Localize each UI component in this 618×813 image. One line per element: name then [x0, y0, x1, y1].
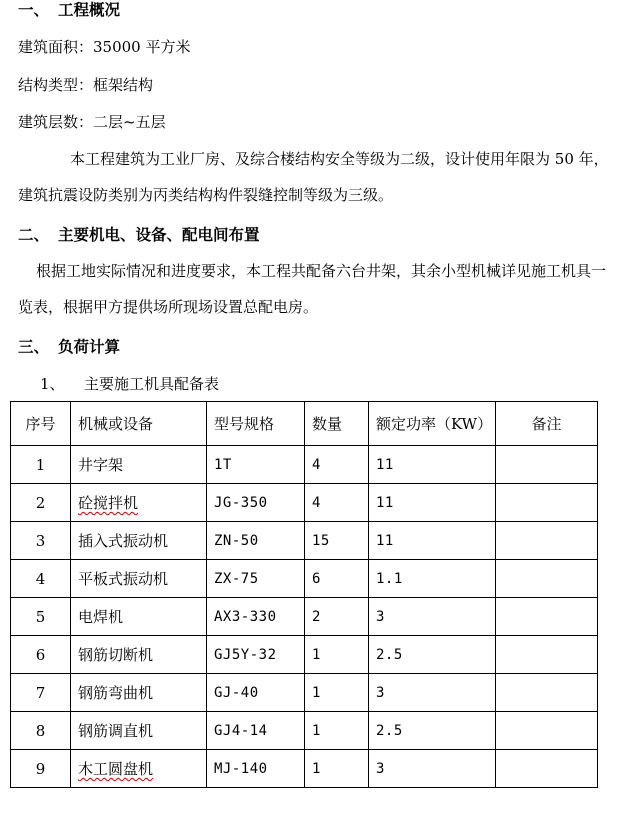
cell-power: 11 [369, 484, 496, 522]
cell-model: AX3-330 [207, 598, 305, 636]
header-equipment: 机械或设备 [71, 402, 207, 446]
cell-quantity: 2 [305, 598, 369, 636]
cell-quantity: 1 [305, 636, 369, 674]
cell-equipment [71, 750, 207, 788]
cell-index: 6 [11, 636, 71, 674]
cell-quantity: 6 [305, 560, 369, 598]
cell-equipment: 钢筋切断机 [71, 636, 207, 674]
cell-equipment-text: 砼搅拌机 [78, 494, 139, 512]
section-1-heading [18, 0, 120, 20]
cell-model: GJ-40 [207, 674, 305, 712]
cell-power: 11 [369, 522, 496, 560]
cell-power: 2.5 [369, 636, 496, 674]
cell-equipment: 电焊机 [71, 598, 207, 636]
cell-power: 11 [369, 446, 496, 484]
cell-equipment: 钢筋调直机 [71, 712, 207, 750]
header-model: 型号规格 [207, 402, 305, 446]
cell-index: 4 [11, 560, 71, 598]
cell-remarks [496, 522, 598, 560]
section-1-title: 工程概况 [58, 1, 121, 19]
cell-equipment [71, 484, 207, 522]
cell-remarks [496, 446, 598, 484]
cell-equipment-text: 木工圆盘机 [78, 760, 154, 778]
cell-model: GJ5Y-32 [207, 636, 305, 674]
cell-model: JG-350 [207, 484, 305, 522]
cell-index: 5 [11, 598, 71, 636]
building-area: 建筑面积：35000 平方米 [18, 38, 191, 56]
cell-equipment: 平板式振动机 [71, 560, 207, 598]
section-2-number: 二、 [18, 226, 50, 244]
cell-power: 1.1 [369, 560, 496, 598]
cell-power: 3 [369, 674, 496, 712]
table-row [11, 750, 598, 788]
cell-power: 3 [369, 750, 496, 788]
cell-remarks [496, 750, 598, 788]
cell-equipment: 插入式振动机 [71, 522, 207, 560]
table-header-row [11, 402, 598, 446]
section-2-heading [18, 225, 260, 245]
cell-index: 3 [11, 522, 71, 560]
header-remarks: 备注 [496, 402, 598, 446]
table-row [11, 636, 598, 674]
equipment-description: 根据工地实际情况和进度要求，本工程共配备六台井架，其余小型机械详见施工机具一览表，根据甲方提供场所现场设置总配电房。 [18, 262, 607, 316]
table-row [11, 560, 598, 598]
subsection-1-title: 主要施工机具配备表 [84, 375, 220, 393]
structure-type: 结构类型：框架结构 [18, 76, 154, 94]
section-3-title: 负荷计算 [58, 338, 121, 356]
cell-remarks [496, 636, 598, 674]
cell-index: 8 [11, 712, 71, 750]
cell-index: 9 [11, 750, 71, 788]
cell-index: 1 [11, 446, 71, 484]
section-3-heading [18, 337, 120, 357]
cell-quantity: 4 [305, 446, 369, 484]
cell-power: 3 [369, 598, 496, 636]
header-quantity: 数量 [305, 402, 369, 446]
cell-remarks [496, 484, 598, 522]
cell-remarks [496, 712, 598, 750]
cell-equipment: 井字架 [71, 446, 207, 484]
cell-quantity: 1 [305, 674, 369, 712]
table-row [11, 522, 598, 560]
table-row [11, 598, 598, 636]
cell-quantity: 1 [305, 750, 369, 788]
cell-model: ZN-50 [207, 522, 305, 560]
cell-quantity: 15 [305, 522, 369, 560]
cell-power: 2.5 [369, 712, 496, 750]
cell-index: 7 [11, 674, 71, 712]
subsection-1-number: 1、 [40, 375, 65, 393]
project-description: 本工程建筑为工业厂房、及综合楼结构安全等级为二级，设计使用年限为 50 年，建筑抗震设防类别为丙类结构构件裂缝控制等级为三级。 [18, 150, 609, 204]
cell-model: 1T [207, 446, 305, 484]
cell-model: ZX-75 [207, 560, 305, 598]
table-row [11, 484, 598, 522]
table-row [11, 712, 598, 750]
cell-remarks [496, 560, 598, 598]
cell-quantity: 1 [305, 712, 369, 750]
subsection-1-heading [40, 374, 219, 394]
cell-model: MJ-140 [207, 750, 305, 788]
section-1-number: 一、 [18, 1, 50, 19]
cell-equipment: 钢筋弯曲机 [71, 674, 207, 712]
equipment-table [10, 401, 598, 788]
header-power: 额定功率（KW） [369, 402, 496, 446]
header-index: 序号 [11, 402, 71, 446]
cell-remarks [496, 674, 598, 712]
cell-quantity: 4 [305, 484, 369, 522]
cell-model: GJ4-14 [207, 712, 305, 750]
table-row [11, 674, 598, 712]
section-3-number: 三、 [18, 338, 50, 356]
section-2-title: 主要机电、设备、配电间布置 [58, 226, 260, 244]
cell-index: 2 [11, 484, 71, 522]
table-row [11, 446, 598, 484]
cell-remarks [496, 598, 598, 636]
building-floors: 建筑层数：二层~五层 [18, 113, 166, 131]
